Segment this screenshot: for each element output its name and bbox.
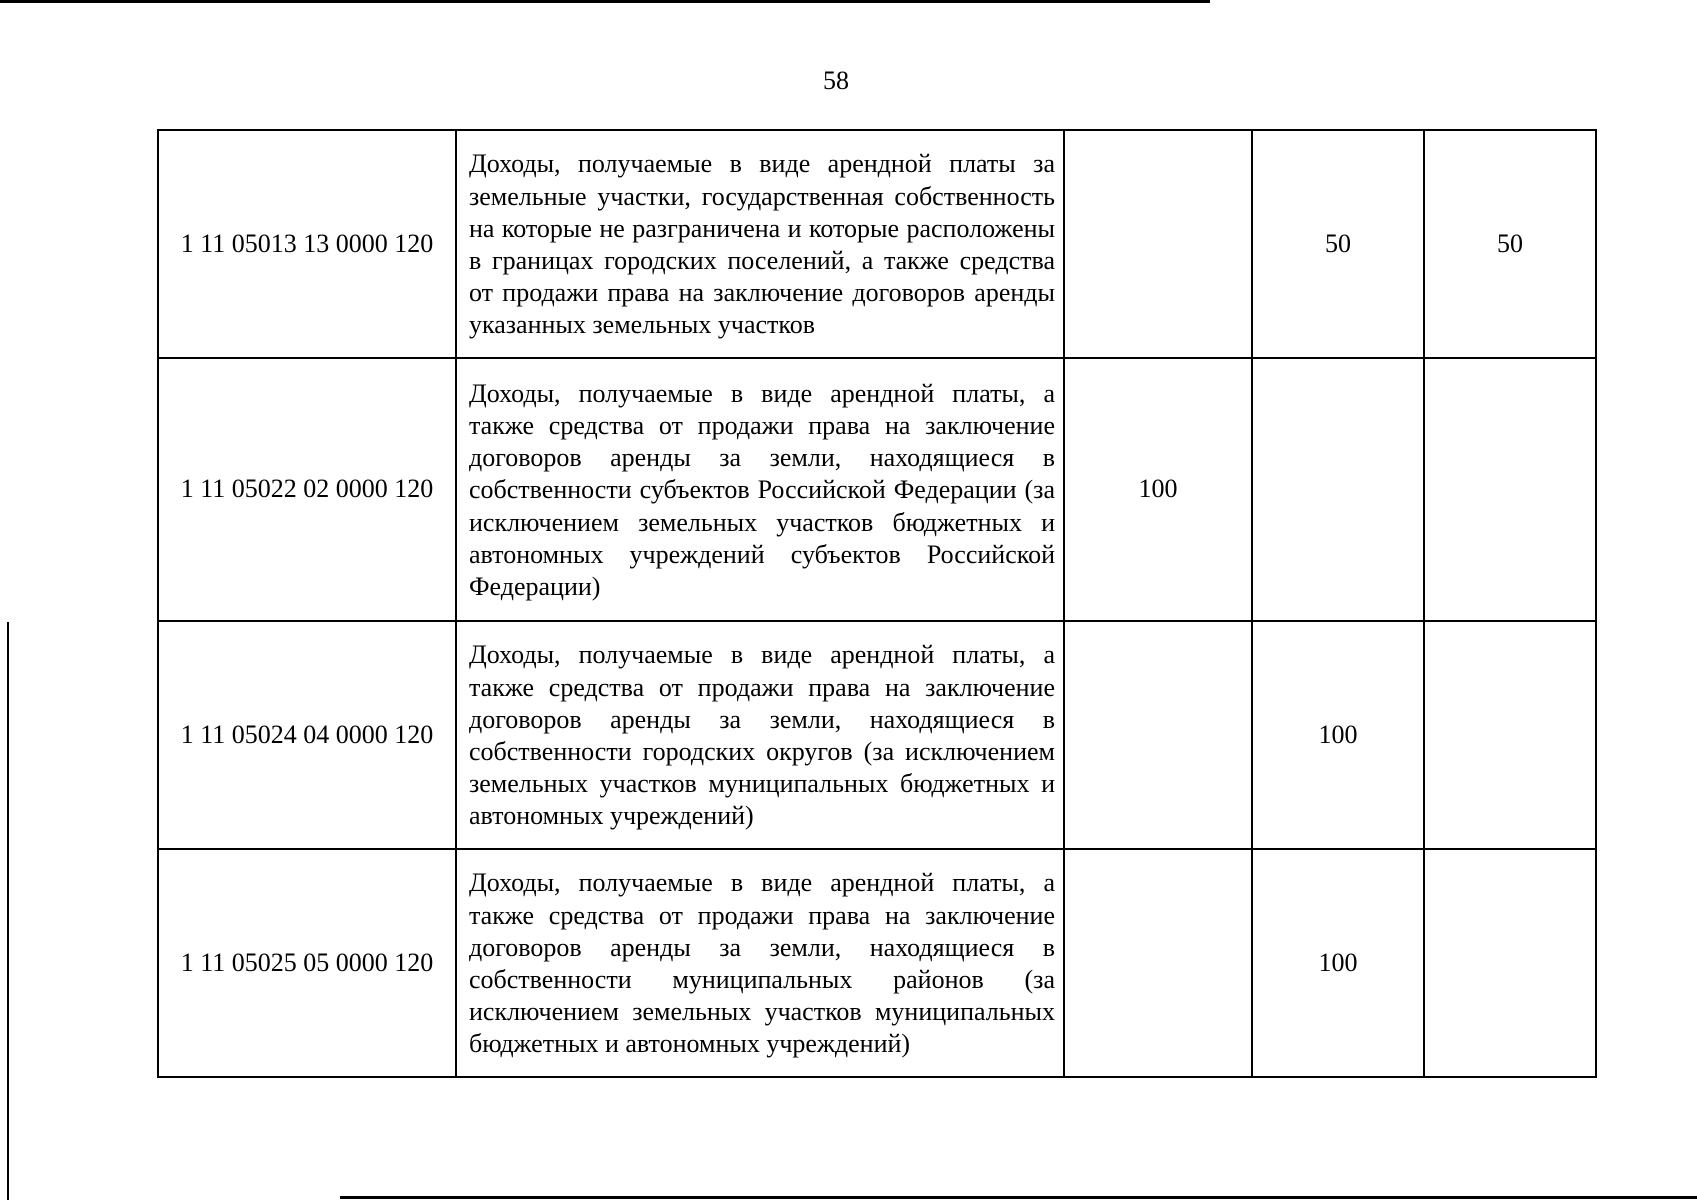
budget-code-cell: 1 11 05024 04 0000 120 — [158, 621, 456, 849]
scan-edge-top — [0, 0, 1210, 3]
value-cell-col5: 50 — [1424, 130, 1596, 358]
scan-edge-bottom — [340, 1196, 1697, 1199]
budget-code-cell: 1 11 05013 13 0000 120 — [158, 130, 456, 358]
description-cell: Доходы, получаемые в виде арендной платы за земельные участки, государственная собственность на которые не разграничена и которые расположены в границах городских поселений, а также средства от продажи права на заключение договоров аренды указанных земельных участков — [456, 130, 1064, 358]
table-row — [158, 849, 1596, 1077]
value-cell-col4: 50 — [1252, 130, 1424, 358]
value-cell-col4 — [1252, 358, 1424, 621]
value-cell-col3 — [1064, 849, 1252, 1077]
table-row — [158, 130, 1596, 358]
scan-edge-left — [7, 622, 9, 1200]
revenue-table — [157, 129, 1597, 1078]
value-cell-col3: 100 — [1064, 358, 1252, 621]
value-cell-col5 — [1424, 849, 1596, 1077]
value-cell-col5 — [1424, 358, 1596, 621]
value-cell-col5 — [1424, 621, 1596, 849]
value-cell-col4: 100 — [1252, 621, 1424, 849]
value-cell-col3 — [1064, 130, 1252, 358]
description-cell: Доходы, получаемые в виде арендной платы, а также средства от продажи права на заключение договоров аренды за земли, находящиеся в собственности субъектов Российской Федерации (за исключением земельных участков бюджетных и автономных учреждений субъектов Российской Федерации) — [456, 358, 1064, 621]
value-cell-col4: 100 — [1252, 849, 1424, 1077]
page-number: 58 — [823, 66, 849, 95]
description-cell: Доходы, получаемые в виде арендной платы, а также средства от продажи права на заключение договоров аренды за земли, находящиеся в собственности городских округов (за исключением земельных участков муниципальных бюджетных и автономных учреждений) — [456, 621, 1064, 849]
budget-code-cell: 1 11 05025 05 0000 120 — [158, 849, 456, 1077]
value-cell-col3 — [1064, 621, 1252, 849]
table-row — [158, 358, 1596, 621]
description-cell: Доходы, получаемые в виде арендной платы, а также средства от продажи права на заключение договоров аренды за земли, находящиеся в собственности муниципальных районов (за исключением земельных участков муниципальных бюджетных и автономных учреждений) — [456, 849, 1064, 1077]
table-row — [158, 621, 1596, 849]
budget-code-cell: 1 11 05022 02 0000 120 — [158, 358, 456, 621]
